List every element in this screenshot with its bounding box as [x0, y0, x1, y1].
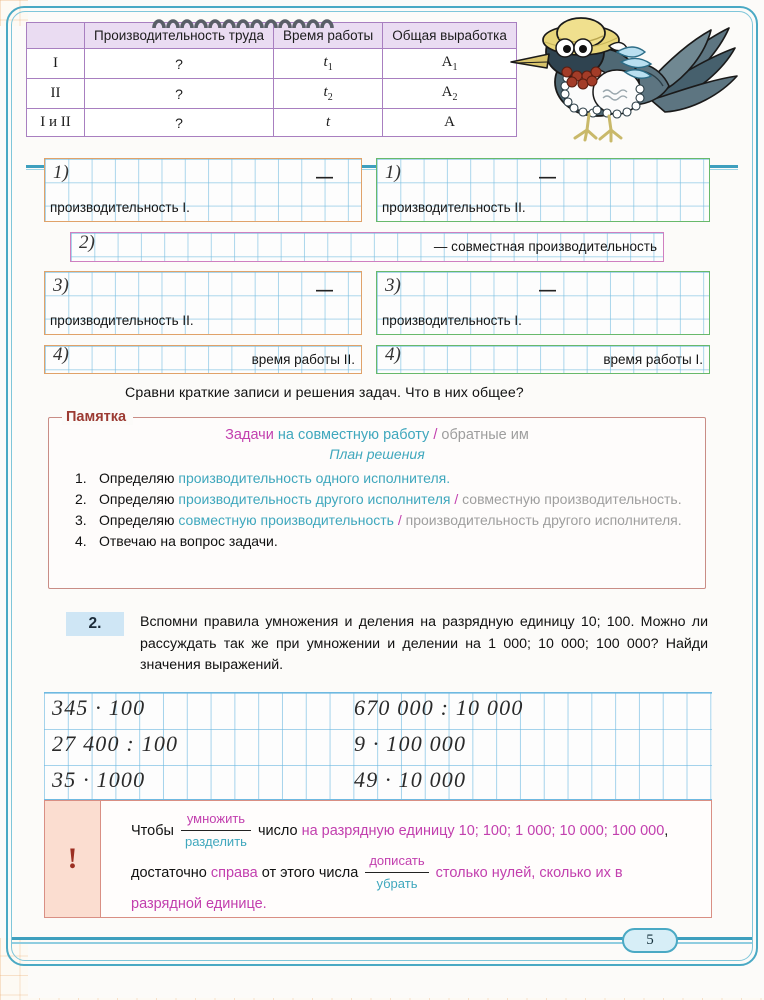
worksheet-box-number: 3) — [53, 275, 69, 296]
worksheet-box-number: 1) — [53, 162, 69, 183]
worksheet-box-left-1[interactable] — [44, 158, 362, 222]
memo-title-slash: / — [433, 427, 438, 443]
table-header-productivity: Производительность труда — [85, 23, 274, 49]
worksheet-box-dash: — — [539, 280, 556, 299]
table-header-output: Общая выработка — [383, 23, 517, 49]
worksheet-box-dash: — — [316, 167, 333, 186]
expression-left-1: 345 · 100 — [52, 695, 146, 720]
fraction-top-dopisat: дописать — [365, 851, 428, 873]
row-label: I — [27, 49, 85, 79]
worksheet-box-right-3[interactable] — [376, 271, 710, 335]
rule-magenta-sprava: справа — [210, 864, 258, 881]
worksheet-box-label: время работы I. — [603, 352, 703, 367]
list-item — [75, 511, 705, 531]
page-number: 5 — [622, 928, 678, 953]
worksheet-box-label: производительность I. — [382, 313, 522, 328]
worksheet-box-dash: — — [316, 280, 333, 299]
cell-productivity: ? — [85, 79, 274, 109]
list-item-text: Определяю производительность одного исполнителя. — [99, 470, 451, 486]
table-header-time: Время работы — [274, 23, 383, 49]
table-header-blank — [27, 23, 85, 49]
math-expressions-grid — [44, 692, 712, 800]
worksheet-box-number: 1) — [385, 162, 401, 183]
list-item-text: Отвечаю на вопрос задачи. — [99, 532, 278, 549]
rule-word-chtoby: Чтобы — [131, 822, 174, 839]
worksheet-box-number: 4) — [385, 344, 401, 365]
exercise-instruction-text: Вспомни правила умножения и деления на разрядную единицу 10; 100. Можно ли рассуждать так же при умножении и делении на 1 000; 10 000; 100 000? Найди значения выражений. — [140, 614, 708, 674]
rule-box — [44, 800, 712, 918]
magpie-bird-illustration — [497, 6, 747, 146]
worksheet-box-left-4[interactable] — [44, 345, 362, 374]
list-item-number: 3. — [75, 511, 87, 528]
worksheet-box-label: производительность I. — [50, 200, 190, 215]
cell-time: t — [274, 109, 383, 137]
rule-text — [101, 801, 711, 917]
memo-title-part3: обратные им — [441, 427, 529, 443]
compare-prompt-text: Сравни краткие записи и решения задач. Что в них общее? — [125, 385, 524, 401]
cell-time: $t_1$ — [274, 49, 383, 79]
table-row — [27, 49, 517, 79]
worksheet-box-right-4[interactable] — [376, 345, 710, 374]
list-item-text: Определяю производительность другого исполнителя / совместную производительность. — [99, 490, 682, 507]
worksheet-box-label: производительность II. — [382, 200, 526, 215]
worksheet-box-number: 2) — [79, 232, 95, 253]
cell-output: A — [383, 109, 517, 137]
memo-label: Памятка — [62, 409, 133, 425]
list-item-number: 2. — [75, 490, 87, 507]
list-item — [75, 469, 705, 489]
row-label: I и II — [27, 109, 85, 137]
worksheet-box-dash: — — [433, 239, 448, 254]
expression-right-1: 670 000 : 10 000 — [354, 695, 524, 720]
expression-right-3: 49 · 10 000 — [354, 767, 467, 792]
expression-left-2: 27 400 : 100 — [52, 731, 179, 756]
cell-productivity: ? — [85, 109, 274, 137]
cell-time: $t_2$ — [274, 79, 383, 109]
worksheet-box-mid-2[interactable] — [70, 232, 664, 262]
productivity-table-wrapper — [26, 22, 517, 137]
rule-word-ot-etogo: от этого числа — [261, 864, 359, 881]
table-row — [27, 79, 517, 109]
rule-word-chislo: число — [257, 822, 298, 839]
memo-title — [49, 427, 705, 443]
worksheet-box-label: производительность II. — [50, 313, 194, 328]
fraction-top-multiply: умножить — [181, 809, 251, 831]
fraction-multiply-divide — [181, 809, 251, 851]
expression-right-2: 9 · 100 000 — [354, 731, 467, 756]
worksheet-box-right-1[interactable] — [376, 158, 710, 222]
memo-steps-list — [75, 469, 705, 552]
list-item — [75, 490, 705, 510]
worksheet-box-number: 4) — [53, 344, 69, 365]
row-label: II — [27, 79, 85, 109]
worksheet-box-number: 3) — [385, 275, 401, 296]
fraction-bottom-divide: разделить — [184, 833, 247, 849]
rule-word-dostatochno: , достаточно — [131, 822, 669, 881]
rule-magenta-units: на разрядную единицу 10; 100; 1 000; 10 000; 100 000 — [301, 822, 665, 839]
cell-productivity: ? — [85, 49, 274, 79]
memo-box — [48, 417, 706, 589]
list-item-number: 4. — [75, 532, 87, 549]
table-row — [27, 109, 517, 137]
fraction-bottom-ubrat: убрать — [376, 875, 418, 891]
cell-output: $A_1$ — [383, 49, 517, 79]
fraction-add-remove — [365, 851, 428, 893]
worksheet-box-left-3[interactable] — [44, 271, 362, 335]
list-item-number: 1. — [75, 470, 87, 486]
list-item-text: Определяю совместную производительность / производительность другого исполнителя. — [99, 511, 682, 528]
spiral-binding-icon — [150, 14, 340, 28]
memo-plan-title: План решения — [329, 446, 425, 462]
productivity-table — [26, 22, 517, 137]
list-item — [75, 532, 705, 552]
memo-title-part1: Задачи — [225, 427, 274, 443]
exercise-number-badge: 2. — [66, 612, 124, 636]
expression-left-3: 35 · 1000 — [52, 767, 146, 792]
memo-title-part2: на совместную работу — [277, 427, 430, 443]
cell-output: $A_2$ — [383, 79, 517, 109]
worksheet-box-label: время работы II. — [251, 352, 355, 367]
rule-magenta-zeros: столько нулей, сколько их в разрядной единице. — [131, 864, 623, 912]
exclamation-icon: ! — [45, 801, 101, 917]
worksheet-box-dash: — — [539, 167, 556, 186]
worksheet-box-label: — совместная производительность — [433, 239, 657, 254]
